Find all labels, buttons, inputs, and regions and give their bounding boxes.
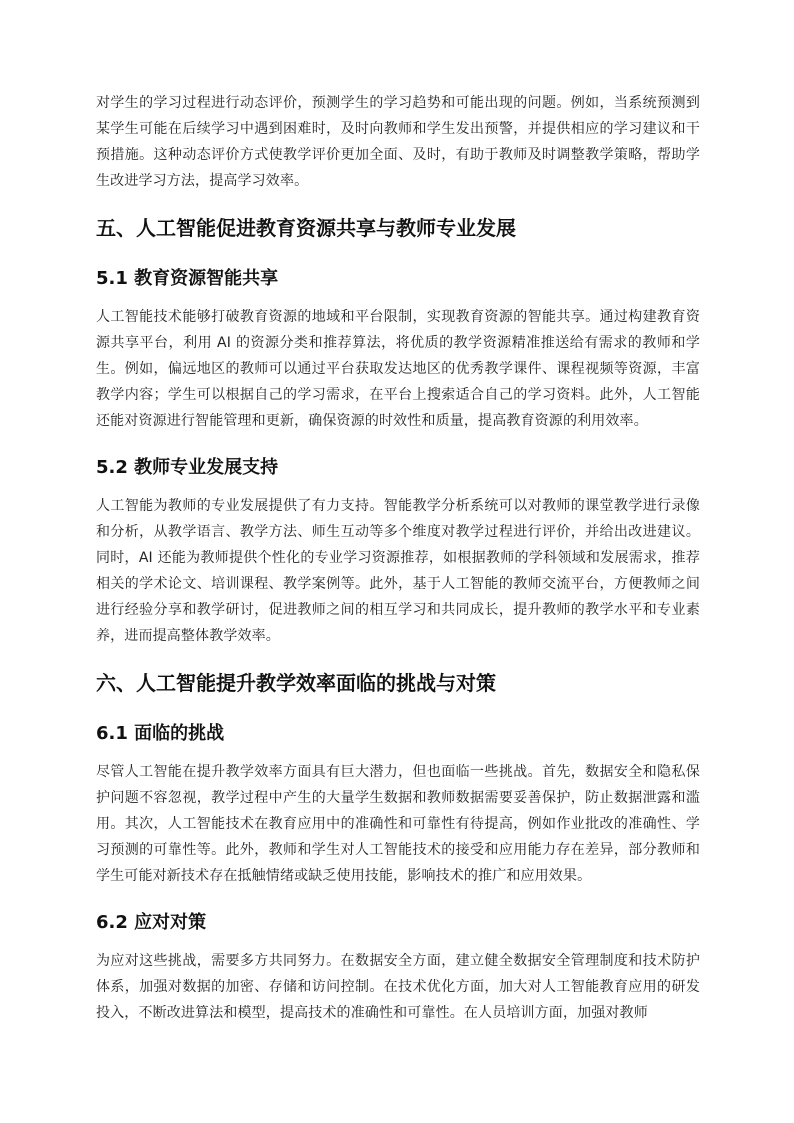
section-5-2-heading: 5.2 教师专业发展支持 — [96, 457, 279, 478]
section-6-heading: 六、人工智能提升教学效率面临的挑战与对策 — [96, 671, 496, 695]
section-6-2-paragraph: 为应对这些挑战，需要多方共同努力。在数据安全方面，建立健全数据安全管理制度和技术防护体系，加强对数据的加密、存储和访问控制。在技术优化方面，加大对人工智能教育应用的研发投入，不断改进算法和模型，提高技术的准确性和可靠性。在人员培训方面，加强对教师 — [96, 953, 700, 1021]
section-5-1-heading: 5.1 教育资源智能共享 — [96, 268, 279, 289]
document-page — [96, 90, 700, 1026]
intro-paragraph: 对学生的学习过程进行动态评价，预测学生的学习趋势和可能出现的问题。例如，当系统预测到某学生可能在后续学习中遇到困难时，及时向教师和学生发出预警，并提供相应的学习建议和干预措施。这种动态评价方式使教学评价更加全面、及时，有助于教师及时调整教学策略，帮助学生改进学习方法，提高学习效率。 — [96, 95, 700, 189]
section-5-2-paragraph: 人工智能为教师的专业发展提供了有力支持。智能教学分析系统可以对教师的课堂教学进行录像和分析，从教学语言、教学方法、师生互动等多个维度对教学过程进行评价，并给出改进建议。同时，AI 还能为教师提供个性化的专业学习资源推荐，如根据教师的学科领域和发展需求，推荐相关的学术论文、培训课程、教学案例等。此外，基于人工智能的教师交流平台，方便教师之间进行经验分享和教学研讨，促进教师之间的相互学习和共同成长，提升教师的教学水平和专业素养，进而提高整体教学效率。 — [96, 498, 700, 644]
section-6-2-heading: 6.2 应对对策 — [96, 912, 207, 933]
section-6-1-paragraph: 尽管人工智能在提升教学效率方面具有巨大潜力，但也面临一些挑战。首先，数据安全和隐私保护问题不容忽视，教学过程中产生的大量学生数据和教师数据需要妥善保护，防止数据泄露和滥用。其次，人工智能技术在教育应用中的准确性和可靠性有待提高，例如作业批改的准确性、学习预测的可靠性等。此外，教师和学生对人工智能技术的接受和应用能力存在差异，部分教师和学生可能对新技术存在抵触情绪或缺乏使用技能，影响技术的推广和应用效果。 — [96, 764, 700, 884]
section-5-1-paragraph: 人工智能技术能够打破教育资源的地域和平台限制，实现教育资源的智能共享。通过构建教育资源共享平台，利用 AI 的资源分类和推荐算法，将优质的教学资源精准推送给有需求的教师和学生。例如，偏远地区的教师可以通过平台获取发达地区的优秀教学课件、课程视频等资源，丰富教学内容；学生可以根据自己的学习需求，在平台上搜索适合自己的学习资料。此外，人工智能还能对资源进行智能管理和更新，确保资源的时效性和质量，提高教育资源的利用效率。 — [96, 309, 700, 429]
section-5-heading: 五、人工智能促进教育资源共享与教师专业发展 — [96, 216, 516, 240]
section-6-1-heading: 6.1 面临的挑战 — [96, 723, 225, 744]
